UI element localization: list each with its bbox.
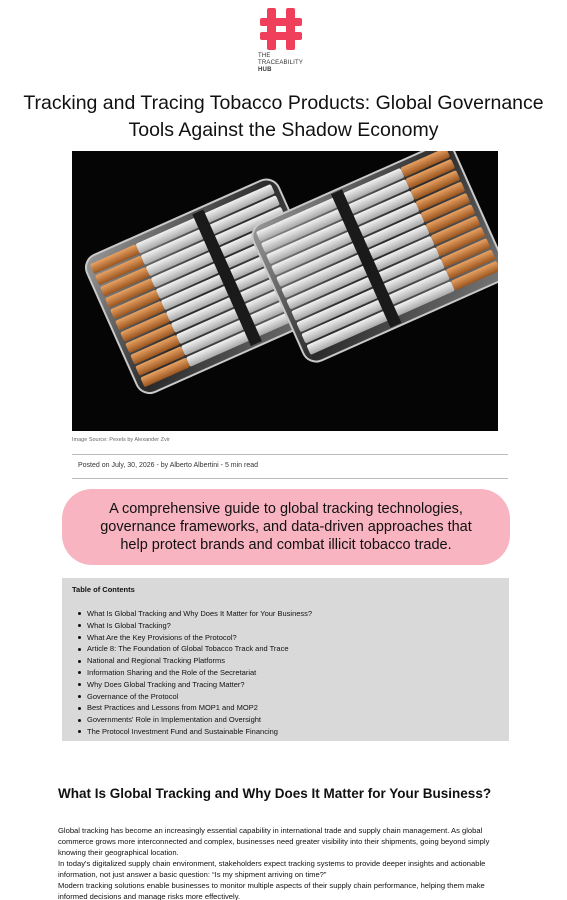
hub-logo-icon <box>258 8 304 50</box>
post-meta: Posted on July, 30, 2026 - by Alberto Albertini - 5 min read <box>78 462 259 469</box>
hero-image-cigarette-case <box>72 151 498 431</box>
toc-item-label: The Protocol Investment Fund and Sustainable Financing <box>87 726 278 736</box>
section-body <box>58 825 510 900</box>
toc-item[interactable] <box>78 655 499 667</box>
toc-item-label: Governance of the Protocol <box>87 691 179 701</box>
bullet-icon <box>78 683 81 686</box>
toc-item[interactable] <box>78 667 499 679</box>
logo-line-traceability: TRACEABILITY <box>258 60 304 66</box>
section-heading: What Is Global Tracking and Why Does It Matter for Your Business? <box>58 786 492 801</box>
toc-item-label: Information Sharing and the Role of the Secretariat <box>87 667 257 677</box>
bullet-icon <box>78 671 81 674</box>
body-paragraph: Modern tracking solutions enable businesses to monitor multiple aspects of their supply chain performance, helping them make informed decisions and manage risks more effectively. <box>58 881 485 900</box>
toc-item[interactable] <box>78 620 499 632</box>
body-paragraph: Global tracking has become an increasingly essential capability in international trade and supply chain management. As global commerce grows more interconnected and complex, businesses need greater visibility into their shipments, going beyond simply knowing their geographical location. <box>58 826 490 857</box>
bullet-icon <box>78 648 81 651</box>
bullet-icon <box>78 719 81 722</box>
toc-list <box>72 608 499 738</box>
logo-wordmark <box>258 53 308 74</box>
logo-line-the: THE <box>258 53 271 59</box>
bullet-icon <box>78 695 81 698</box>
traceability-hub-logo[interactable] <box>258 8 308 74</box>
logo-line-hub: HUB <box>258 67 272 73</box>
bullet-icon <box>78 730 81 733</box>
summary-callout <box>62 489 510 565</box>
toc-item-label: What Is Global Tracking? <box>87 620 171 630</box>
table-of-contents <box>62 578 509 741</box>
bullet-icon <box>78 612 81 615</box>
toc-item[interactable] <box>78 691 499 703</box>
body-paragraph: In today's digitalized supply chain environment, stakeholders expect tracking systems to provide deeper insights and actionable information, not just answer a basic question: “Is my shipment arriving on time?” <box>58 859 486 879</box>
toc-item[interactable] <box>78 714 499 726</box>
meta-divider-bottom <box>72 478 508 479</box>
toc-item-label: What Are the Key Provisions of the Protocol? <box>87 632 237 642</box>
meta-divider-top <box>72 454 508 455</box>
toc-item[interactable] <box>78 726 499 738</box>
toc-item-label: Best Practices and Lessons from MOP1 and MOP2 <box>87 703 258 713</box>
image-caption: Image Source: Pexels by Alexander Zvir <box>72 437 170 443</box>
toc-item-label: What Is Global Tracking and Why Does It Matter for Your Business? <box>87 609 313 618</box>
article-title: Tracking and Tracing Tobacco Products: Global Governance Tools Against the Shadow Economy <box>23 92 544 141</box>
toc-item[interactable] <box>78 632 499 644</box>
toc-item-label: Why Does Global Tracking and Tracing Matter? <box>87 679 245 689</box>
bullet-icon <box>78 624 81 627</box>
toc-item[interactable] <box>78 643 499 655</box>
toc-item[interactable] <box>78 608 499 620</box>
toc-item-label: National and Regional Tracking Platforms <box>87 656 225 666</box>
toc-item[interactable] <box>78 679 499 691</box>
toc-title: Table of Contents <box>72 585 135 594</box>
toc-item-label: Article 8: The Foundation of Global Tobacco Track and Trace <box>87 644 289 654</box>
bullet-icon <box>78 636 81 639</box>
bullet-icon <box>78 707 81 710</box>
summary-text: A comprehensive guide to global tracking technologies, governance frameworks, and data-driven approaches that help protect brands and combat illicit tobacco trade. <box>100 501 472 553</box>
toc-item-label: Governments' Role in Implementation and Oversight <box>87 715 262 725</box>
bullet-icon <box>78 660 81 663</box>
toc-item[interactable] <box>78 702 499 714</box>
